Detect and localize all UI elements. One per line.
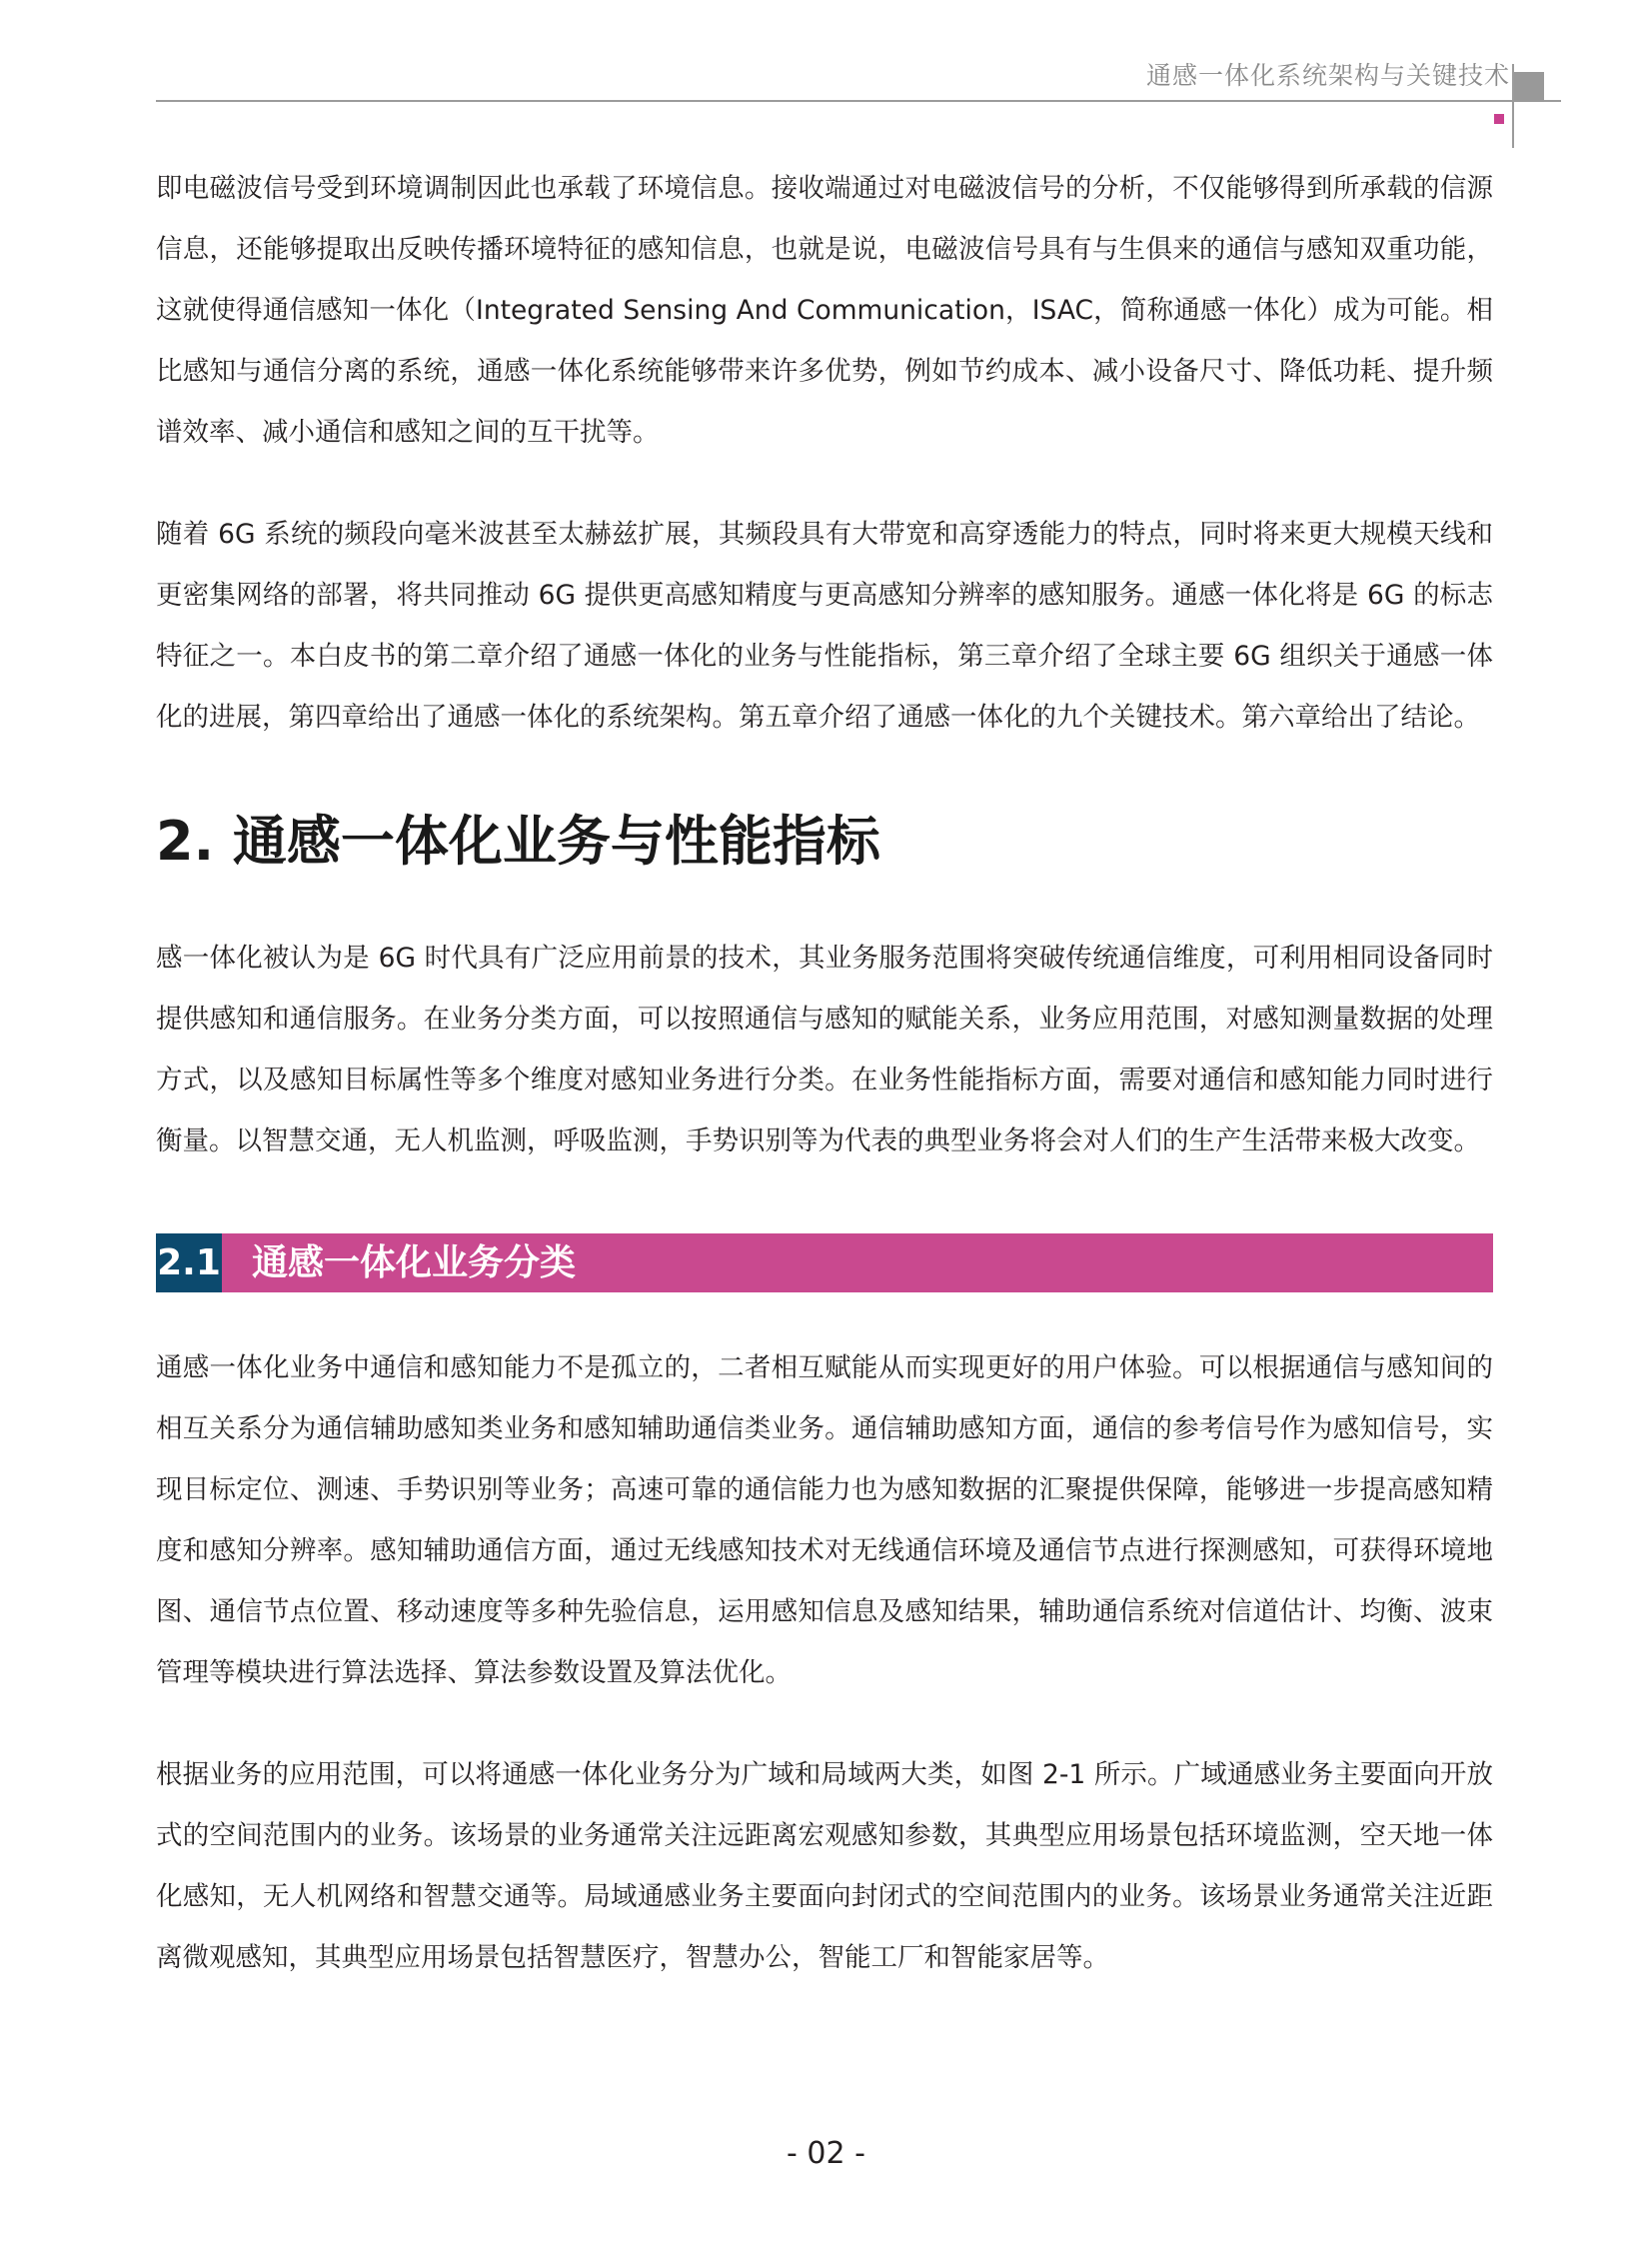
header-rule	[156, 100, 1561, 102]
section-2-paragraph: 感一体化被认为是 6G 时代具有广泛应用前景的技术，其业务服务范围将突破传统通信维度，可利用相同设备同时提供感知和通信服务。在业务分类方面，可以按照通信与感知的赋能关系，业务应用范围，对感知测量数据的处理方式，以及感知目标属性等多个维度对感知业务进行分类。在业务性能指标方面，需要对通信和感知能力同时进行衡量。以智慧交通，无人机监测，呼吸监测，手势识别等为代表的典型业务将会对人们的生产生活带来极大改变。	[156, 943, 1493, 1156]
intro-paragraph-2: 随着 6G 系统的频段向毫米波甚至太赫兹扩展，其频段具有大带宽和高穿透能力的特点，同时将来更大规模天线和更密集网络的部署，将共同推动 6G 提供更高感知精度与更高感知分辨率的感知服务。通感一体化将是 6G 的标志特征之一。本白皮书的第二章介绍了通感一体化的业务与性能指标，第三章介绍了全球主要 6G 组织关于通感一体化的进展，第四章给出了通感一体化的系统架构。第五章介绍了通感一体化的九个关键技术。第六章给出了结论。	[156, 519, 1493, 733]
section-2-1-title: 通感一体化业务分类	[252, 1242, 577, 1283]
header-pink-dot	[1494, 114, 1504, 124]
section-2-heading: 2. 通感一体化业务与性能指标	[156, 810, 880, 873]
section-2-1-heading-bar	[156, 1233, 1493, 1292]
header-gray-square	[1514, 72, 1544, 102]
intro-paragraph-1: 即电磁波信号受到环境调制因此也承载了环境信息。接收端通过对电磁波信号的分析，不仅能够得到所承载的信源信息，还能够提取出反映传播环境特征的感知信息，也就是说，电磁波信号具有与生俱来的通信与感知双重功能，这就使得通信感知一体化（Integrated Sensing And Communication，ISAC，简称通感一体化）成为可能。相比感知与通信分离的系统，通感一体化系统能够带来许多优势，例如节约成本、减小设备尺寸、降低功耗、提升频谱效率、减小通信和感知之间的互干扰等。	[156, 173, 1493, 448]
section-2-1-paragraph-2: 根据业务的应用范围，可以将通感一体化业务分为广域和局域两大类，如图 2-1 所示。广域通感业务主要面向开放式的空间范围内的业务。该场景的业务通常关注远距离宏观感知参数，其典型应用场景包括环境监测，空天地一体化感知，无人机网络和智慧交通等。局域通感业务主要面向封闭式的空间范围内的业务。该场景业务通常关注近距离微观感知，其典型应用场景包括智慧医疗，智慧办公，智能工厂和智能家居等。	[156, 1759, 1493, 1973]
section-2-1-number: 2.1	[156, 1233, 222, 1292]
page-number: - 02 -	[787, 2136, 865, 2171]
section-2-1-paragraph-1: 通感一体化业务中通信和感知能力不是孤立的，二者相互赋能从而实现更好的用户体验。可以根据通信与感知间的相互关系分为通信辅助感知类业务和感知辅助通信类业务。通信辅助感知方面，通信的参考信号作为感知信号，实现目标定位、测速、手势识别等业务；高速可靠的通信能力也为感知数据的汇聚提供保障，能够进一步提高感知精度和感知分辨率。感知辅助通信方面，通过无线感知技术对无线通信环境及通信节点进行探测感知，可获得环境地图、通信节点位置、移动速度等多种先验信息，运用感知信息及感知结果，辅助通信系统对信道估计、均衡、波束管理等模块进行算法选择、算法参数设置及算法优化。	[156, 1352, 1493, 1688]
header-title: 通感一体化系统架构与关键技术	[1145, 61, 1510, 90]
page-content	[156, 158, 1493, 1988]
